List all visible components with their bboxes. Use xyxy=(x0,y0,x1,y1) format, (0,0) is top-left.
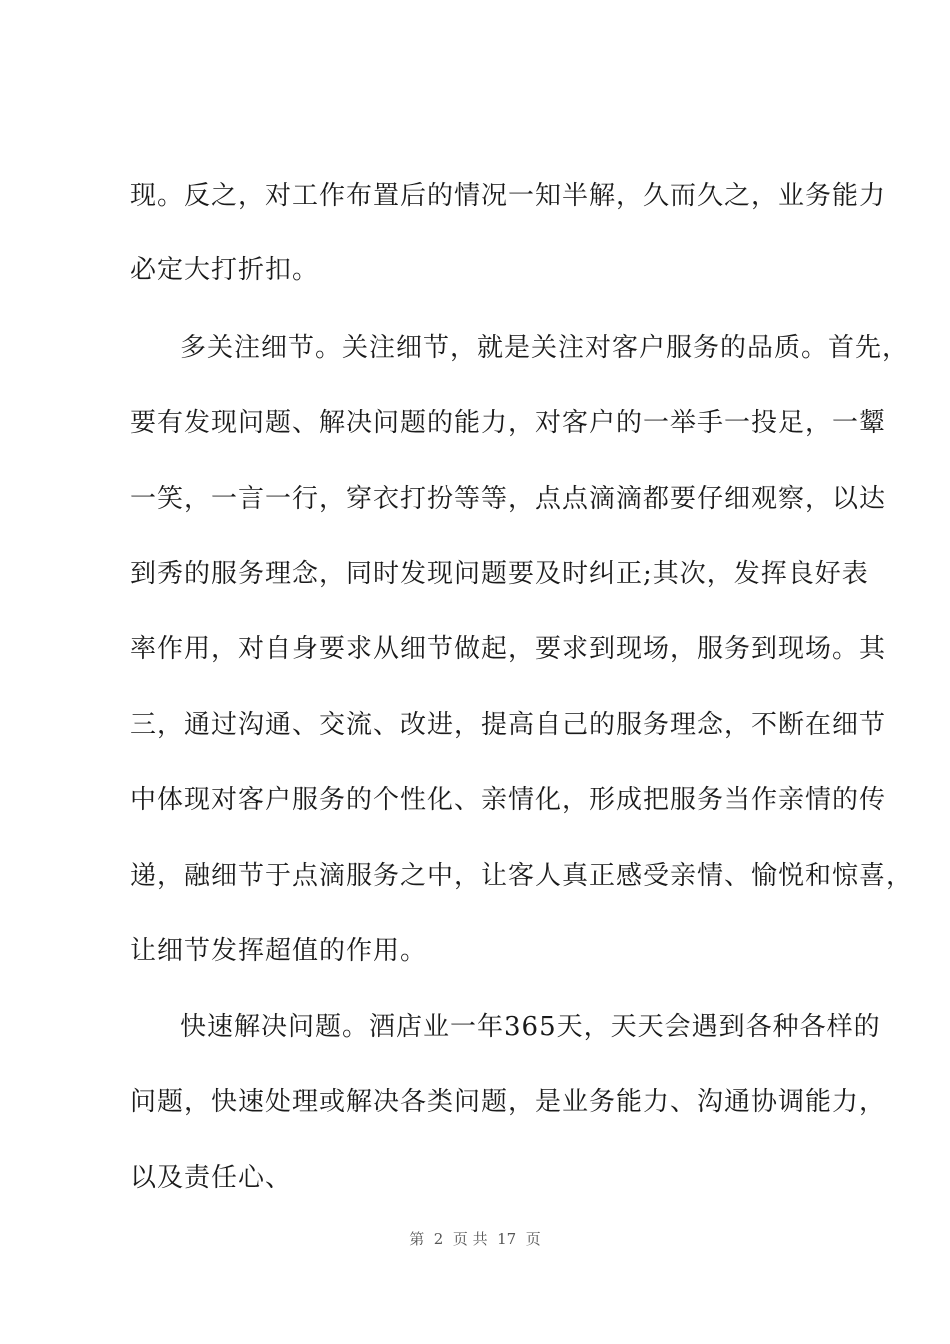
text-line-1: 现。反之，对工作布置后的情况一知半解，久而久之，业务能力 xyxy=(130,181,887,211)
text-line-11: 让细节发挥超值的作用。 xyxy=(130,936,428,966)
text-line-5: 一笑，一言一行，穿衣打扮等等，点点滴滴都要仔细观察，以达 xyxy=(130,484,887,514)
page-number-footer: 第 2 页 共 17 页 xyxy=(409,1230,541,1248)
text-line-10: 递，融细节于点滴服务之中，让客人真正感受亲情、愉悦和惊喜， xyxy=(130,861,914,891)
paragraph-start-quick-solve: 快速解决问题。酒店业一年365天，天天会遇到各种各样的 xyxy=(180,1012,881,1042)
text-line-9: 中体现对客户服务的个性化、亲情化，形成把服务当作亲情的传 xyxy=(130,785,887,815)
text-line-13: 问题，快速处理或解决各类问题，是业务能力、沟通协调能力， xyxy=(130,1087,887,1117)
text-line-8: 三，通过沟通、交流、改进，提高自己的服务理念，不断在细节 xyxy=(130,710,887,740)
text-line-2: 必定大打折扣。 xyxy=(130,255,320,285)
text-line-14: 以及责任心、 xyxy=(130,1163,293,1193)
text-line-6: 到秀的服务理念，同时发现问题要及时纠正;其次，发挥良好表 xyxy=(130,559,869,589)
text-line-4: 要有发现问题、解决问题的能力，对客户的一举手一投足，一颦 xyxy=(130,408,887,438)
text-line-7: 率作用，对自身要求从细节做起，要求到现场，服务到现场。其 xyxy=(130,634,887,664)
paragraph-start-details: 多关注细节。关注细节，就是关注对客户服务的品质。首先， xyxy=(180,333,910,363)
